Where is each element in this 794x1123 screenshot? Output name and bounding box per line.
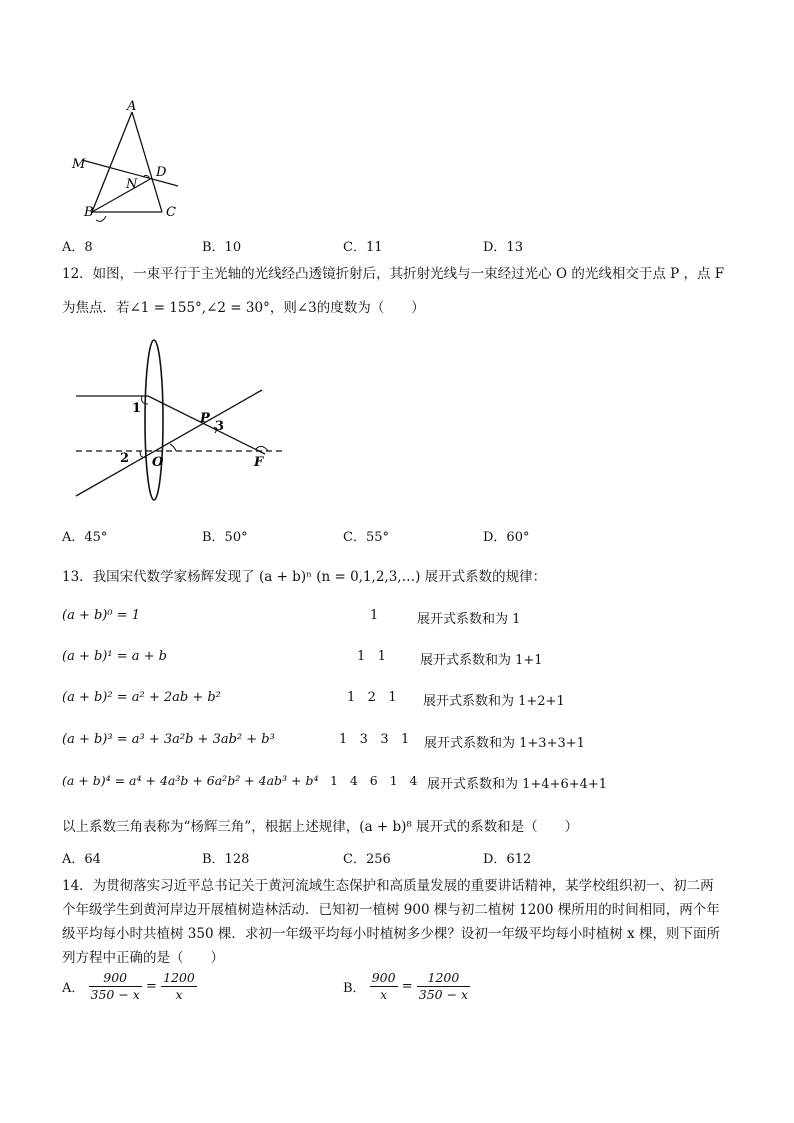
q14-option-a-label: A．: [62, 981, 85, 996]
q11-option-d: D．13: [483, 240, 523, 255]
q12-text-line-2: 为焦点．若∠1 = 155°,∠2 = 30°，则∠3的度数为（ ）: [62, 300, 425, 316]
q13-question: 以上系数三角表称为“杨辉三角”，根据上述规律，(a + b)⁸ 展开式的系数和是（ ）: [62, 819, 579, 835]
q12-text-line-1: 12．如图，一束平行于主光轴的光线经凸透镜折射后，其折射光线与一束经过光心 O 的光线相交于点 P ，点 F: [62, 266, 725, 282]
q11-option-a: A．8: [62, 240, 93, 255]
q14-a-equals: =: [146, 979, 157, 994]
q13-formula-0: (a + b)⁰ = 1: [62, 608, 141, 623]
label-N: N: [126, 177, 138, 192]
q13-coefs-2: 1 2 1: [347, 690, 397, 705]
q14-option-b-label: B．: [343, 981, 366, 996]
q13-formula-2: (a + b)² = a² + 2ab + b²: [62, 690, 221, 705]
q14-option-b: [343, 970, 470, 1003]
q12-option-c: C．55°: [343, 530, 389, 545]
q14-option-b-fraction-2: [417, 970, 470, 1003]
q14-option-a-fraction-2: [161, 970, 197, 1003]
q13-formula-3: (a + b)³ = a³ + 3a²b + 3ab² + b³: [62, 732, 275, 747]
label-B: B: [84, 205, 94, 220]
q14-text-line-2: 个年级学生到黄河岸边开展植树造林活动．已知初一植树 900 棵与初二植树 1200 棵所用的时间相同，两个年: [62, 902, 720, 918]
q14-b-denominator-1: x: [380, 987, 388, 1002]
q13-formula-1: (a + b)¹ = a + b: [62, 649, 167, 664]
q13-coefs-3: 1 3 3 1: [339, 732, 410, 747]
label-D: D: [156, 165, 167, 180]
q14-a-numerator-2: 1200: [163, 970, 195, 985]
q11-option-b: B．10: [202, 240, 242, 255]
q13-option-b: B．128: [202, 852, 250, 867]
q14-b-denominator-2: 350 − x: [418, 987, 469, 1002]
q13-option-c: C．256: [343, 852, 391, 867]
q14-a-numerator-1: 900: [89, 970, 142, 987]
q13-sum-2: 展开式系数和为 1+2+1: [423, 694, 565, 709]
q13-sum-3: 展开式系数和为 1+3+3+1: [424, 736, 585, 751]
label-M: M: [72, 157, 86, 172]
q14-text-line-1: 14．为贯彻落实习近平总书记关于黄河流域生态保护和高质量发展的重要讲话精神，某学校组织初一、初二两: [62, 878, 714, 894]
lens-label-2: 2: [120, 451, 130, 466]
lens-label-F: F: [254, 455, 264, 470]
q12-option-a: A．45°: [62, 530, 108, 545]
q14-text-line-4: 列方程中正确的是（ ）: [62, 950, 224, 966]
lens-label-P: P: [200, 411, 210, 426]
q13-sum-4: 展开式系数和为 1+4+6+4+1: [427, 777, 608, 792]
q14-option-a: [62, 970, 197, 1003]
q13-option-a: A．64: [62, 852, 101, 867]
q13-sum-1: 展开式系数和为 1+1: [420, 653, 543, 668]
q13-intro: 13．我国宋代数学家杨辉发现了 (a + b)ⁿ (n = 0,1,2,3,…) 展开式系数的规律：: [62, 569, 547, 585]
lens-label-O: O: [152, 455, 164, 470]
q11-option-c: C．11: [343, 240, 383, 255]
label-A: A: [127, 99, 137, 114]
lens-figure: [70, 338, 290, 506]
q13-sum-0: 展开式系数和为 1: [417, 612, 521, 627]
q13-coefs-0: 1: [370, 608, 379, 623]
q14-a-denominator-2: x: [175, 987, 183, 1002]
lens-label-1: 1: [132, 401, 142, 416]
lens-label-3: 3: [215, 419, 225, 434]
triangle-figure: [66, 98, 186, 228]
q14-a-denominator-1: 350 − x: [90, 987, 140, 1002]
q13-coefs-1: 1 1: [357, 649, 386, 664]
q13-formula-4: (a + b)⁴ = a⁴ + 4a³b + 6a²b² + 4ab³ + b⁴: [62, 773, 319, 788]
q12-option-d: D．60°: [483, 530, 530, 545]
q14-option-b-fraction-1: [370, 970, 398, 1003]
q14-b-equals: =: [401, 979, 413, 994]
label-C: C: [166, 205, 176, 220]
q14-text-line-3: 级平均每小时共植树 350 棵．求初一年级平均每小时植树多少棵？设初一年级平均每小时植树 x 棵，则下面所: [62, 926, 721, 942]
q14-b-numerator-2: 1200: [417, 970, 470, 987]
q14-b-numerator-1: 900: [371, 970, 396, 985]
q13-coefs-4: 1 4 6 1 4: [330, 773, 418, 788]
q12-option-b: B．50°: [202, 530, 248, 545]
q14-option-a-fraction-1: [89, 970, 142, 1003]
q13-option-d: D．612: [483, 852, 532, 867]
